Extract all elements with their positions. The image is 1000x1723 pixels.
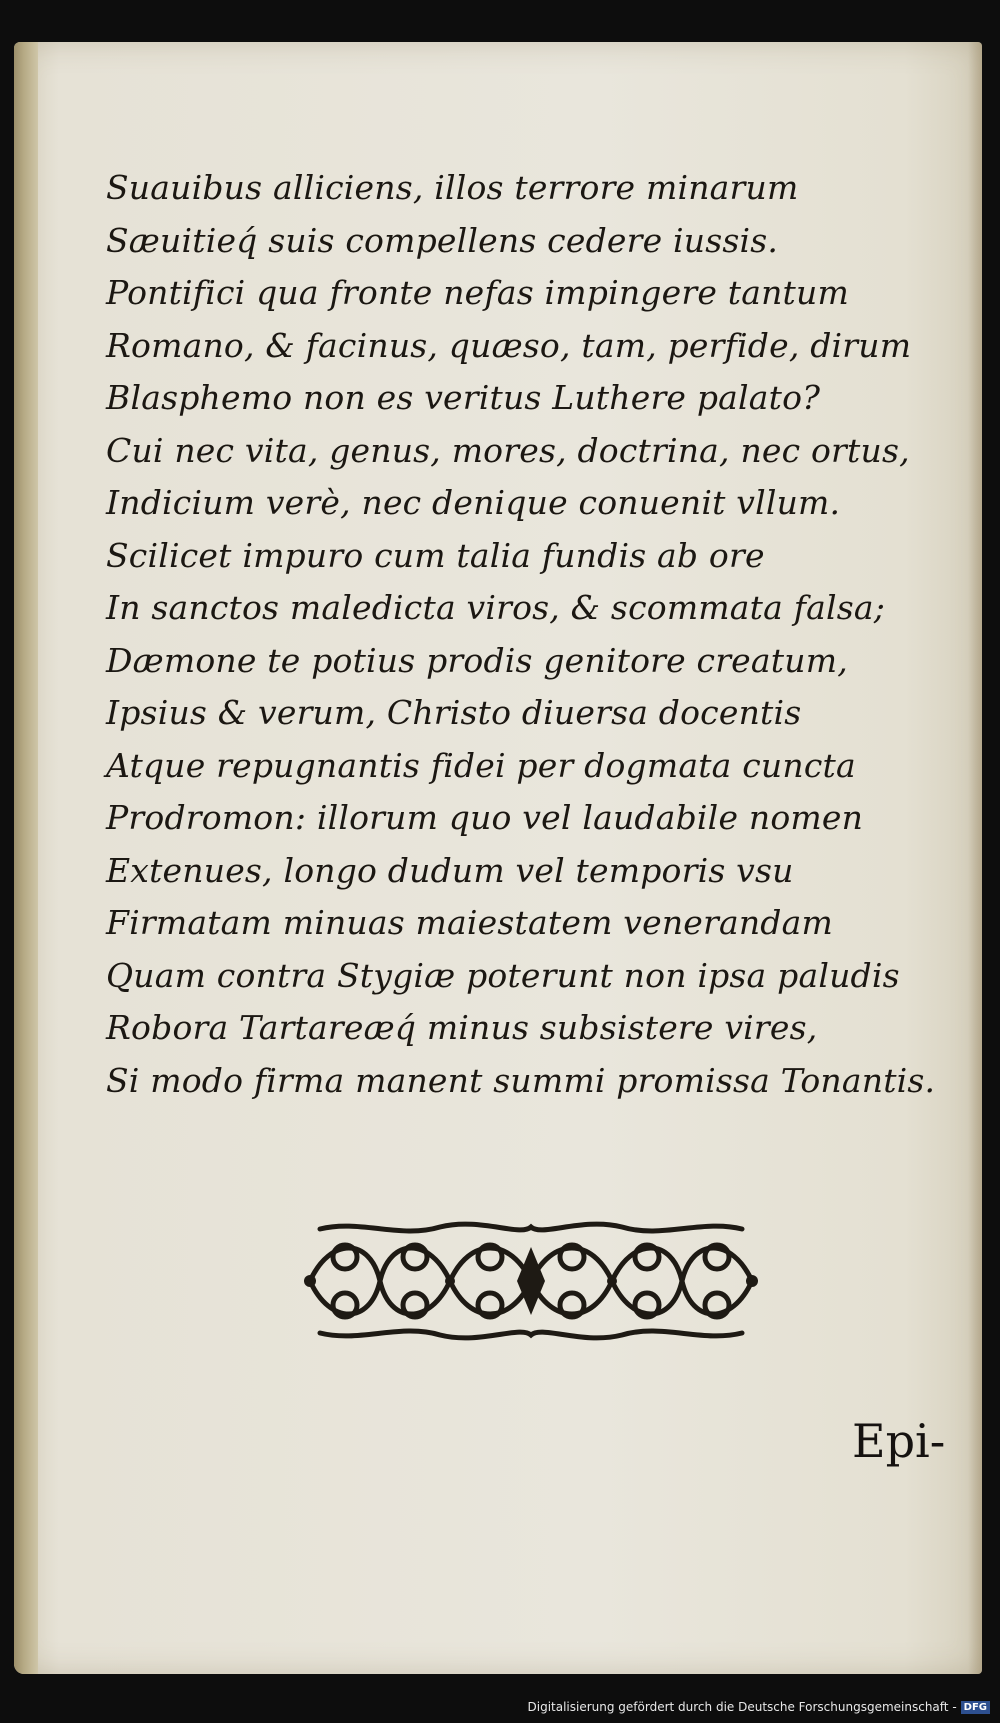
verse-line: Pontifici qua fronte nefas impingere tantum [106, 273, 849, 312]
verse-block [106, 162, 936, 1107]
verse-line: Indicium verè, nec denique conuenit vllum. [106, 483, 841, 522]
verse-line: Blasphemo non es veritus Luthere palato? [106, 378, 821, 417]
verse-line: Extenues, longo dudum vel temporis vsu [106, 850, 794, 890]
verse-line: Sæuitieq́ suis compellens cedere iussis. [106, 220, 779, 260]
digitization-credit [528, 1700, 991, 1714]
typographic-ornament [300, 1217, 762, 1345]
verse-line: Suauibus alliciens, illos terrore minarum [106, 168, 799, 207]
dfg-logo: DFG [961, 1701, 990, 1714]
verse-line: Firmatam minuas maiestatem venerandam [106, 903, 834, 942]
verse-line: Robora Tartareæq́ minus subsistere vires, [106, 1008, 818, 1047]
verse-line: In sanctos maledicta viros, & scommata falsa; [106, 588, 886, 627]
verse-line: Prodromon: illorum quo vel laudabile nomen [106, 798, 864, 837]
credit-text: Digitalisierung gefördert durch die Deutsche Forschungsgemeinschaft - [527, 1700, 957, 1714]
verse-line: Si modo firma manent summi promissa Tonantis. [106, 1060, 936, 1100]
book-page [14, 42, 982, 1674]
page-spine [14, 42, 38, 1674]
page-edge-shadow [968, 42, 982, 1674]
verse-line: Quam contra Stygiæ poterunt non ipsa paludis [106, 955, 900, 995]
verse-line: Scilicet impuro cum talia fundis ab ore [106, 535, 765, 575]
verse-line: Cui nec vita, genus, mores, doctrina, nec ortus, [106, 430, 910, 470]
verse-line: Atque repugnantis fidei per dogmata cuncta [106, 745, 856, 785]
verse-line: Ipsius & verum, Christo diuersa docentis [106, 693, 802, 732]
catchword: Epi- [852, 1414, 946, 1468]
verse-line: Romano, & facinus, quæso, tam, perfide, dirum [106, 325, 912, 365]
verse-line: Dæmone te potius prodis genitore creatum, [106, 640, 848, 680]
